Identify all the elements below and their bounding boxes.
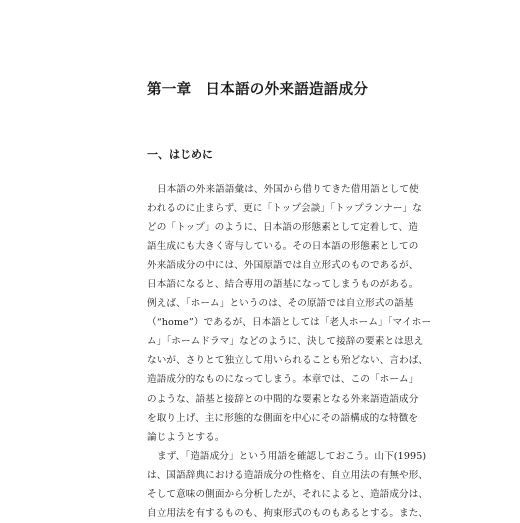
paragraph-line: （“home”）であるが、日本語としては「老人ホーム」「マイホー — [147, 317, 432, 329]
paragraph-line: を取り上げ、主に形態的な側面を中心にその語構成的な特徴を — [147, 412, 419, 424]
chapter-label: 第一章 — [147, 82, 192, 98]
paragraph-line: は、国語辞典における造語成分の性格を、自立用法の有無や形、 — [147, 469, 429, 481]
paragraph-line: 論じようとする。 — [147, 431, 225, 443]
paragraph-line: われるのに止まらず、更に「トップ会談」「トップランナー」な — [147, 203, 422, 215]
paragraph-line: そして意味の側面から分析したが、それによると、造語成分は、 — [147, 488, 429, 500]
paragraph-line: どの「トップ」のように、日本語の形態素として定着して、造 — [147, 222, 418, 234]
section-heading: 一、はじめに — [147, 148, 213, 161]
paragraph-line: のような、語基と接辞との中間的な要素となる外来語造語成分 — [147, 393, 419, 405]
paragraph-line: 自立用法を有するものも、拘束形式のものもあるとする。また、 — [147, 507, 429, 519]
paragraph-line: 外来語成分の中には、外国原語では自立形式のものであるが、 — [147, 260, 419, 272]
body-text — [147, 180, 432, 523]
chapter-title-text: 日本語の外来語造語成分 — [205, 82, 369, 98]
paragraph-line: 例えば、「ホーム」というのは、その原語では自立形式の語基 — [147, 298, 414, 310]
paragraph-line: ないが、さりとて独立して用いられることも殆どない、言わば、 — [147, 355, 429, 367]
paragraph-line: 日本語の外来語語彙は、外国から借りてきた借用語として使 — [157, 184, 419, 195]
chapter-title — [147, 78, 368, 99]
paragraph-line: 語生成にも大きく寄与している。その日本語の形態素としての — [147, 241, 419, 253]
paragraph-line: 造語成分的なものになってしまう。本章では、この「ホーム」 — [147, 374, 419, 386]
paragraph-line: 日本語になると、結合専用の語基になってしまうものがある。 — [147, 279, 419, 291]
paragraph-line: まず、「造語成分」という用語を確認しておこう。山下(1995) — [157, 450, 427, 462]
paragraph-line: ム」「ホームドラマ」などのように、決して接辞の要素とは思え — [147, 336, 424, 348]
